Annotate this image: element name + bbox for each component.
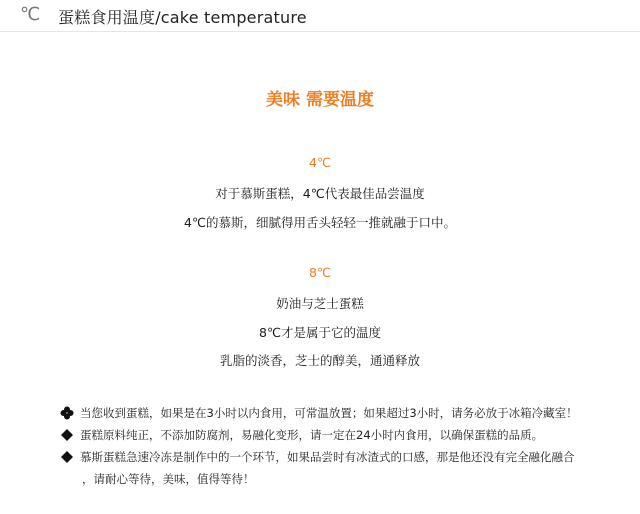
note-text: 慕斯蛋糕急速冷冻是制作中的一个环节，如果品尝时有冰渣式的口感，那是他还没有完全融化融合 <box>80 450 575 464</box>
note-continuation-text: ，请耐心等待，美味，值得等待！ <box>82 472 255 486</box>
diamond-bullet-icon <box>60 450 74 464</box>
clover-bullet-icon <box>60 406 74 420</box>
header-divider <box>0 31 640 32</box>
temperature-8c-label: 8℃ <box>309 265 331 280</box>
mousse-texture: 4℃的慕斯，细腻得用舌头轻轻一推就融于口中。 <box>184 215 456 230</box>
list-item <box>60 426 620 448</box>
temperature-4c-label: 4℃ <box>309 155 331 170</box>
page-header <box>0 0 640 30</box>
diamond-bullet-icon <box>60 428 74 442</box>
storage-notes <box>60 404 620 492</box>
page-title: 蛋糕食用温度/cake temperature <box>58 8 307 27</box>
list-item-continuation <box>60 470 620 492</box>
note-text: 当您收到蛋糕，如果是在3小时以内食用，可常温放置；如果超过3小时，请务必放于冰箱冷藏室！ <box>80 406 578 420</box>
cheese-cake-title: 奶油与芝士蛋糕 <box>276 296 364 311</box>
note-text: 蛋糕原料纯正，不添加防腐剂，易融化变形，请一定在24小时内食用，以确保蛋糕的品质。 <box>80 428 544 442</box>
cheese-cake-flavor: 乳脂的淡香，芝士的醇美，通通释放 <box>219 353 420 368</box>
headline: 美味 需要温度 <box>266 90 374 110</box>
mousse-description: 对于慕斯蛋糕，4℃代表最佳品尝温度 <box>215 186 425 201</box>
list-item <box>60 448 620 470</box>
cheese-cake-temperature: 8℃才是属于它的温度 <box>259 325 381 340</box>
degree-celsius-icon: ℃ <box>20 4 41 25</box>
list-item <box>60 404 620 426</box>
